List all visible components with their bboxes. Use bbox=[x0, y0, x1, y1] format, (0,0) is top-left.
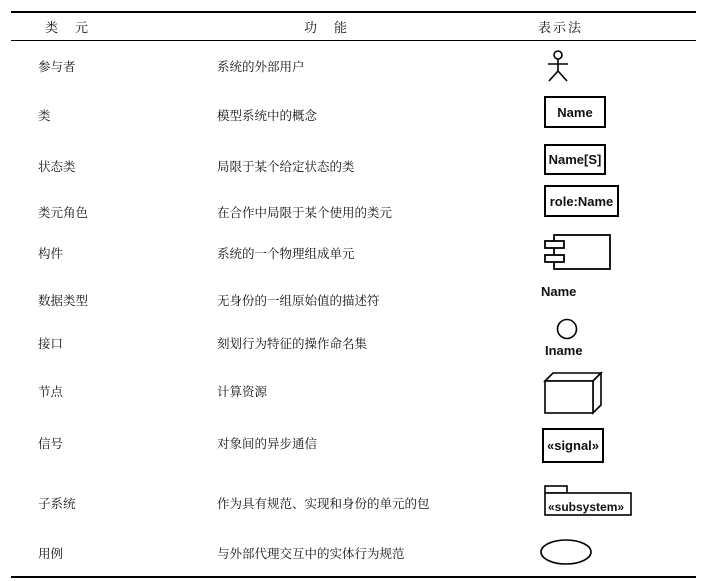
classifier-name: 数据类型 bbox=[38, 293, 89, 308]
classifier-desc: 模型系统中的概念 bbox=[217, 108, 318, 123]
table-row bbox=[0, 284, 707, 308]
classifier-desc: 刻划行为特征的操作命名集 bbox=[217, 336, 368, 351]
signal-box: «signal» bbox=[542, 428, 604, 463]
classifier-desc: 计算资源 bbox=[217, 384, 268, 399]
subsystem-label: «subsystem» bbox=[548, 500, 625, 514]
table-row bbox=[0, 193, 707, 220]
component-icon bbox=[542, 234, 612, 272]
classifier-desc: 系统的一个物理组成单元 bbox=[217, 246, 355, 261]
classifier-name: 子系统 bbox=[38, 496, 76, 511]
classifier-name: 类元角色 bbox=[38, 205, 89, 220]
state-class-box: Name[S] bbox=[544, 144, 606, 175]
classifier-desc: 系统的外部用户 bbox=[217, 59, 305, 74]
table-row bbox=[0, 57, 707, 74]
table-bottom-rule bbox=[11, 576, 696, 578]
classifier-name: 信号 bbox=[38, 436, 64, 451]
node-icon bbox=[543, 372, 605, 416]
table-row bbox=[0, 152, 707, 174]
header-notation: 表示法 bbox=[538, 21, 584, 36]
interface-icon bbox=[556, 318, 580, 342]
table-header-rule bbox=[11, 40, 696, 41]
classifier-name: 用例 bbox=[38, 546, 64, 561]
header-function: 功 能 bbox=[304, 21, 350, 36]
role-box: role:Name bbox=[544, 185, 619, 217]
classifier-desc: 局限于某个给定状态的类 bbox=[217, 159, 355, 174]
table-top-rule bbox=[11, 11, 696, 13]
table-row bbox=[0, 544, 707, 561]
classifier-desc: 对象间的异步通信 bbox=[217, 436, 318, 451]
table-row bbox=[0, 382, 707, 399]
classifier-name: 接口 bbox=[38, 336, 64, 351]
classifier-desc: 在合作中局限于某个使用的类元 bbox=[217, 205, 393, 220]
datatype-label: Name bbox=[541, 284, 577, 299]
classifier-name: 状态类 bbox=[38, 159, 76, 174]
classifier-name: 参与者 bbox=[38, 59, 76, 74]
classifier-desc: 与外部代理交互中的实体行为规范 bbox=[217, 546, 405, 561]
class-box: Name bbox=[544, 96, 606, 128]
actor-icon bbox=[545, 50, 571, 84]
table-row bbox=[0, 334, 707, 358]
classifier-desc: 作为具有规范、实现和身份的单元的包 bbox=[217, 496, 430, 511]
classifier-name: 构件 bbox=[38, 246, 64, 261]
table-row bbox=[0, 244, 707, 261]
interface-label: Iname bbox=[545, 343, 583, 358]
classifier-desc: 无身份的一组原始值的描述符 bbox=[217, 293, 380, 308]
usecase-ellipse-icon bbox=[540, 539, 596, 569]
table-row bbox=[0, 434, 707, 453]
classifier-name: 类 bbox=[38, 108, 51, 123]
classifier-name: 节点 bbox=[38, 384, 64, 399]
header-classifier: 类 元 bbox=[45, 21, 91, 36]
table-row bbox=[0, 104, 707, 123]
table-row bbox=[0, 494, 707, 514]
